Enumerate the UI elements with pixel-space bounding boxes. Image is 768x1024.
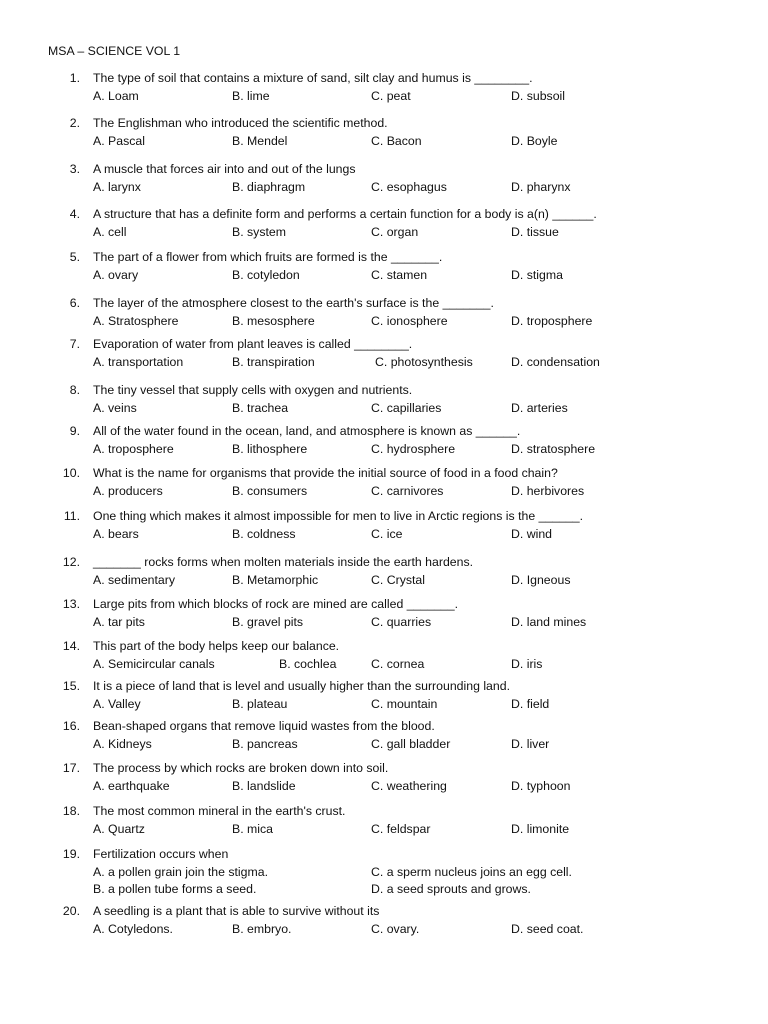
- answer-option: A. veins: [93, 401, 137, 415]
- question-number: 19.: [62, 847, 80, 861]
- answer-option: C. stamen: [371, 268, 428, 282]
- answer-option: D. stratosphere: [511, 442, 596, 456]
- question-number: 18.: [62, 804, 80, 818]
- answer-option: A. transportation: [93, 355, 184, 369]
- answer-option: A. producers: [93, 484, 163, 498]
- question-line: [0, 904, 768, 922]
- question-stem: All of the water found in the ocean, land, and atmosphere is known as ______.: [93, 424, 521, 438]
- answer-option: C. a sperm nucleus joins an egg cell.: [371, 865, 572, 879]
- answer-option: A. Quartz: [93, 822, 145, 836]
- question-number: 12.: [62, 555, 80, 569]
- options-row: [0, 484, 768, 501]
- answer-option: B. Mendel: [232, 134, 288, 148]
- question-line: [0, 71, 768, 89]
- question-number: 4.: [69, 207, 80, 221]
- question-item: [0, 466, 768, 501]
- question-line: [0, 424, 768, 442]
- question-stem: The part of a flower from which fruits are formed is the _______.: [93, 250, 443, 264]
- question-item: [0, 250, 768, 285]
- answer-option: D. stigma: [511, 268, 563, 282]
- question-item: [0, 296, 768, 331]
- question-line: [0, 761, 768, 779]
- options-row: [0, 865, 768, 882]
- question-stem: A seedling is a plant that is able to survive without its: [93, 904, 380, 918]
- answer-option: B. Metamorphic: [232, 573, 319, 587]
- answer-option: A. Cotyledons.: [93, 922, 173, 936]
- answer-option: D. arteries: [511, 401, 568, 415]
- answer-option: B. landslide: [232, 779, 296, 793]
- answer-option: C. hydrosphere: [371, 442, 456, 456]
- answer-option: D. condensation: [511, 355, 600, 369]
- question-item: [0, 383, 768, 418]
- question-number: 13.: [62, 597, 80, 611]
- answer-option: D. Boyle: [511, 134, 558, 148]
- answer-option: A. larynx: [93, 180, 141, 194]
- answer-option: A. Kidneys: [93, 737, 152, 751]
- question-item: [0, 804, 768, 839]
- question-item: [0, 162, 768, 197]
- question-line: [0, 383, 768, 401]
- answer-option: B. gravel pits: [232, 615, 304, 629]
- answer-option: B. consumers: [232, 484, 308, 498]
- answer-option: A. cell: [93, 225, 127, 239]
- answer-option: A. earthquake: [93, 779, 170, 793]
- question-item: [0, 116, 768, 151]
- options-row: [0, 89, 768, 106]
- answer-option: C. cornea: [371, 657, 425, 671]
- options-row: [0, 134, 768, 151]
- answer-option: C. ice: [371, 527, 403, 541]
- question-stem: One thing which makes it almost impossible for men to live in Arctic regions is the ______.: [93, 509, 584, 523]
- question-item: [0, 424, 768, 459]
- question-number: 2.: [69, 116, 80, 130]
- question-number: 3.: [69, 162, 80, 176]
- options-row: [0, 180, 768, 197]
- answer-option: B. pancreas: [232, 737, 298, 751]
- question-number: 7.: [69, 337, 80, 351]
- question-item: [0, 71, 768, 106]
- question-stem: The Englishman who introduced the scientific method.: [93, 116, 388, 130]
- question-number: 8.: [69, 383, 80, 397]
- answer-option: D. field: [511, 697, 550, 711]
- question-number: 11.: [63, 509, 80, 523]
- answer-option: D. seed coat.: [511, 922, 584, 936]
- question-line: [0, 719, 768, 737]
- question-stem: The layer of the atmosphere closest to the earth's surface is the _______.: [93, 296, 494, 310]
- answer-option: C. organ: [371, 225, 419, 239]
- question-number: 10.: [62, 466, 80, 480]
- answer-option: D. liver: [511, 737, 550, 751]
- question-line: [0, 555, 768, 573]
- answer-option: B. mesosphere: [232, 314, 315, 328]
- question-stem: Large pits from which blocks of rock are mined are called _______.: [93, 597, 458, 611]
- options-row: [0, 697, 768, 714]
- question-line: [0, 466, 768, 484]
- question-item: [0, 337, 768, 372]
- question-number: 20.: [62, 904, 80, 918]
- page-title: MSA – SCIENCE VOL 1: [48, 44, 181, 58]
- answer-option: B. trachea: [232, 401, 289, 415]
- question-stem: Fertilization occurs when: [93, 847, 229, 861]
- answer-option: B. lime: [232, 89, 270, 103]
- question-stem: A structure that has a definite form and performs a certain function for a body is a(n) ______.: [93, 207, 597, 221]
- answer-option: A. troposphere: [93, 442, 174, 456]
- answer-option: B. system: [232, 225, 286, 239]
- answer-option: A. Semicircular canals: [93, 657, 215, 671]
- answer-option: D. subsoil: [511, 89, 565, 103]
- options-row: [0, 737, 768, 754]
- question-stem: This part of the body helps keep our balance.: [93, 639, 340, 653]
- question-stem: Evaporation of water from plant leaves is called ________.: [93, 337, 413, 351]
- answer-option: B. a pollen tube forms a seed.: [93, 882, 257, 896]
- options-row: [0, 401, 768, 418]
- options-row: [0, 225, 768, 242]
- options-row: [0, 779, 768, 796]
- question-item: [0, 761, 768, 796]
- answer-option: C. mountain: [371, 697, 438, 711]
- question-stem: The type of soil that contains a mixture of sand, silt clay and humus is ________.: [93, 71, 533, 85]
- question-line: [0, 804, 768, 822]
- answer-option: C. Bacon: [371, 134, 422, 148]
- question-number: 5.: [69, 250, 80, 264]
- answer-option: A. bears: [93, 527, 139, 541]
- question-item: [0, 639, 768, 674]
- answer-option: B. embryo.: [232, 922, 292, 936]
- question-item: [0, 679, 768, 714]
- answer-option: A. Stratosphere: [93, 314, 179, 328]
- answer-option: B. cochlea: [279, 657, 337, 671]
- question-stem: The process by which rocks are broken down into soil.: [93, 761, 389, 775]
- question-item: [0, 847, 768, 899]
- question-stem: Bean-shaped organs that remove liquid wastes from the blood.: [93, 719, 435, 733]
- answer-option: D. typhoon: [511, 779, 571, 793]
- answer-option: C. weathering: [371, 779, 447, 793]
- question-line: [0, 639, 768, 657]
- options-row: [0, 573, 768, 590]
- answer-option: C. quarries: [371, 615, 432, 629]
- question-line: [0, 509, 768, 527]
- question-number: 15.: [62, 679, 80, 693]
- question-item: [0, 597, 768, 632]
- question-line: [0, 337, 768, 355]
- question-stem: The most common mineral in the earth's crust.: [93, 804, 346, 818]
- question-line: [0, 597, 768, 615]
- answer-option: C. ionosphere: [371, 314, 448, 328]
- answer-option: C. photosynthesis: [375, 355, 473, 369]
- answer-option: B. plateau: [232, 697, 288, 711]
- question-item: [0, 207, 768, 242]
- answer-option: C. carnivores: [371, 484, 444, 498]
- answer-option: D. pharynx: [511, 180, 571, 194]
- question-line: [0, 207, 768, 225]
- question-line: [0, 116, 768, 134]
- answer-option: B. mica: [232, 822, 273, 836]
- answer-option: B. cotyledon: [232, 268, 300, 282]
- question-number: 9.: [69, 424, 80, 438]
- answer-option: D. tissue: [511, 225, 559, 239]
- question-item: [0, 509, 768, 544]
- question-line: [0, 296, 768, 314]
- answer-option: A. tar pits: [93, 615, 145, 629]
- question-line: [0, 847, 768, 865]
- options-row: [0, 657, 768, 674]
- question-line: [0, 679, 768, 697]
- answer-option: A. sedimentary: [93, 573, 176, 587]
- answer-option: D. Igneous: [511, 573, 571, 587]
- answer-option: C. feldspar: [371, 822, 431, 836]
- answer-option: D. herbivores: [511, 484, 585, 498]
- answer-option: B. diaphragm: [232, 180, 306, 194]
- answer-option: A. a pollen grain join the stigma.: [93, 865, 268, 879]
- answer-option: C. capillaries: [371, 401, 442, 415]
- answer-option: A. Pascal: [93, 134, 145, 148]
- question-stem: What is the name for organisms that provide the initial source of food in a food chain?: [93, 466, 558, 480]
- options-row: [0, 882, 768, 899]
- answer-option: D. land mines: [511, 615, 587, 629]
- answer-option: D. limonite: [511, 822, 570, 836]
- options-row: [0, 314, 768, 331]
- question-item: [0, 719, 768, 754]
- answer-option: B. lithosphere: [232, 442, 308, 456]
- question-item: [0, 904, 768, 939]
- question-number: 17.: [62, 761, 80, 775]
- answer-option: D. troposphere: [511, 314, 593, 328]
- answer-option: C. ovary.: [371, 922, 420, 936]
- answer-option: A. Loam: [93, 89, 139, 103]
- question-number: 6.: [69, 296, 80, 310]
- options-row: [0, 442, 768, 459]
- options-row: [0, 527, 768, 544]
- answer-option: D. a seed sprouts and grows.: [371, 882, 531, 896]
- question-line: [0, 162, 768, 180]
- answer-option: A. ovary: [93, 268, 139, 282]
- options-row: [0, 922, 768, 939]
- question-stem: It is a piece of land that is level and usually higher than the surrounding land.: [93, 679, 510, 693]
- answer-option: D. iris: [511, 657, 543, 671]
- question-number: 16.: [62, 719, 80, 733]
- question-stem: _______ rocks forms when molten materials inside the earth hardens.: [93, 555, 474, 569]
- answer-option: D. wind: [511, 527, 553, 541]
- options-row: [0, 822, 768, 839]
- options-row: [0, 615, 768, 632]
- answer-option: B. coldness: [232, 527, 296, 541]
- answer-option: C. esophagus: [371, 180, 447, 194]
- options-row: [0, 268, 768, 285]
- question-number: 14.: [62, 639, 80, 653]
- question-stem: The tiny vessel that supply cells with oxygen and nutrients.: [93, 383, 413, 397]
- answer-option: B. transpiration: [232, 355, 315, 369]
- answer-option: C. gall bladder: [371, 737, 451, 751]
- answer-option: C. Crystal: [371, 573, 425, 587]
- answer-option: C. peat: [371, 89, 411, 103]
- question-line: [0, 250, 768, 268]
- answer-option: A. Valley: [93, 697, 141, 711]
- question-number: 1.: [69, 71, 80, 85]
- options-row: [0, 355, 768, 372]
- question-stem: A muscle that forces air into and out of the lungs: [93, 162, 356, 176]
- question-item: [0, 555, 768, 590]
